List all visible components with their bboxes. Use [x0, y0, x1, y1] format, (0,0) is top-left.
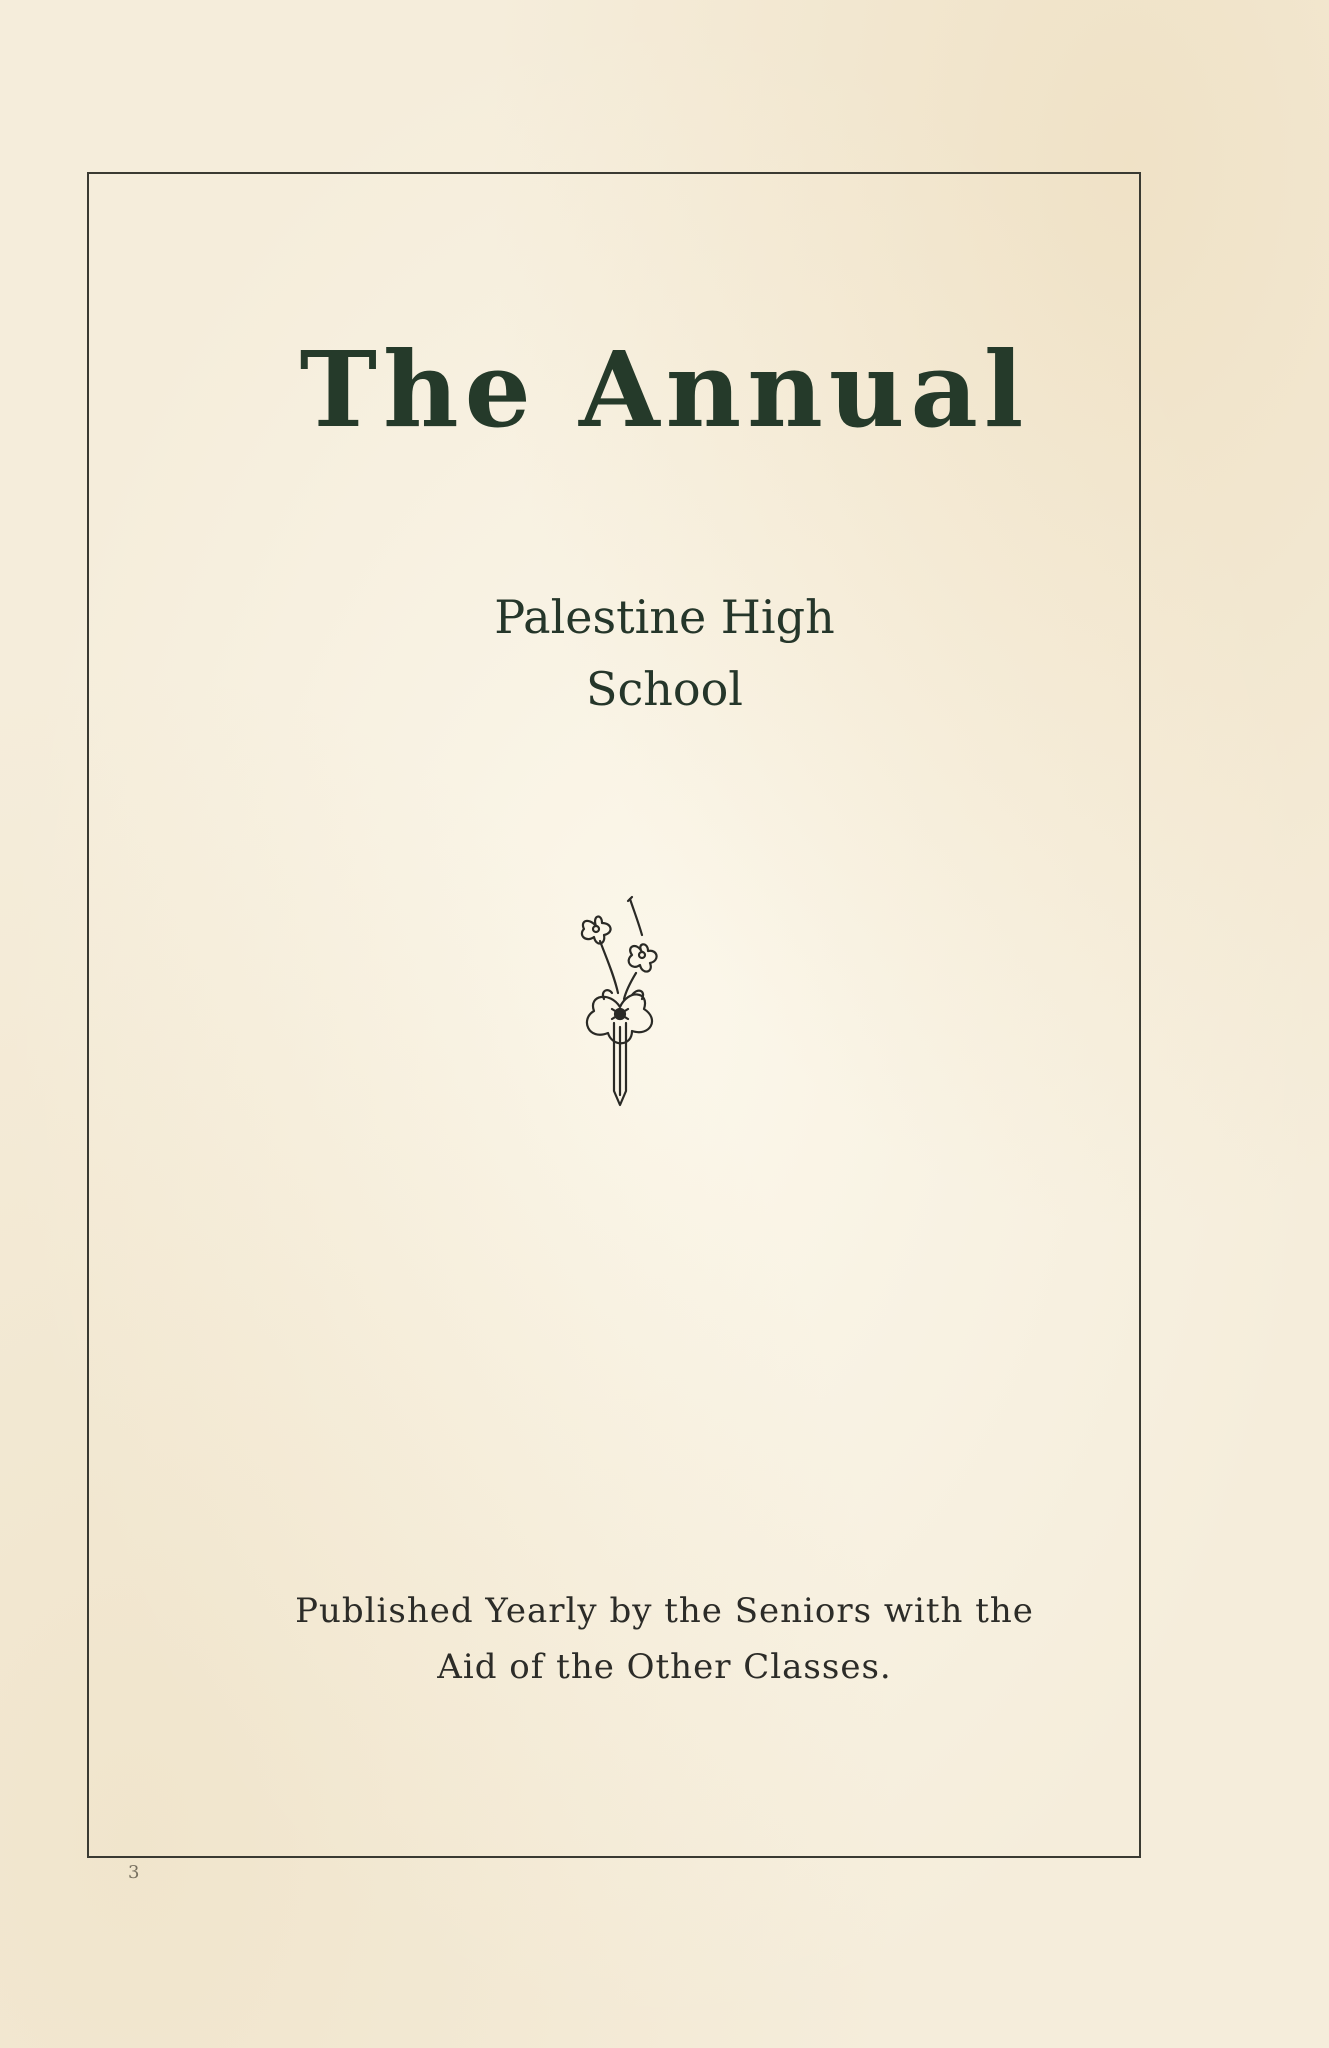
school-name-line2: School [585, 662, 743, 716]
page-number: 3 [128, 1862, 140, 1883]
flower-sprig-icon [570, 895, 670, 1110]
publisher-line2: Aid of the Other Classes. [437, 1647, 892, 1687]
page-title: The Annual [299, 328, 1030, 451]
publisher-line1: Published Yearly by the Seniors with the [295, 1591, 1034, 1631]
school-name-line1: Palestine High [494, 590, 835, 644]
